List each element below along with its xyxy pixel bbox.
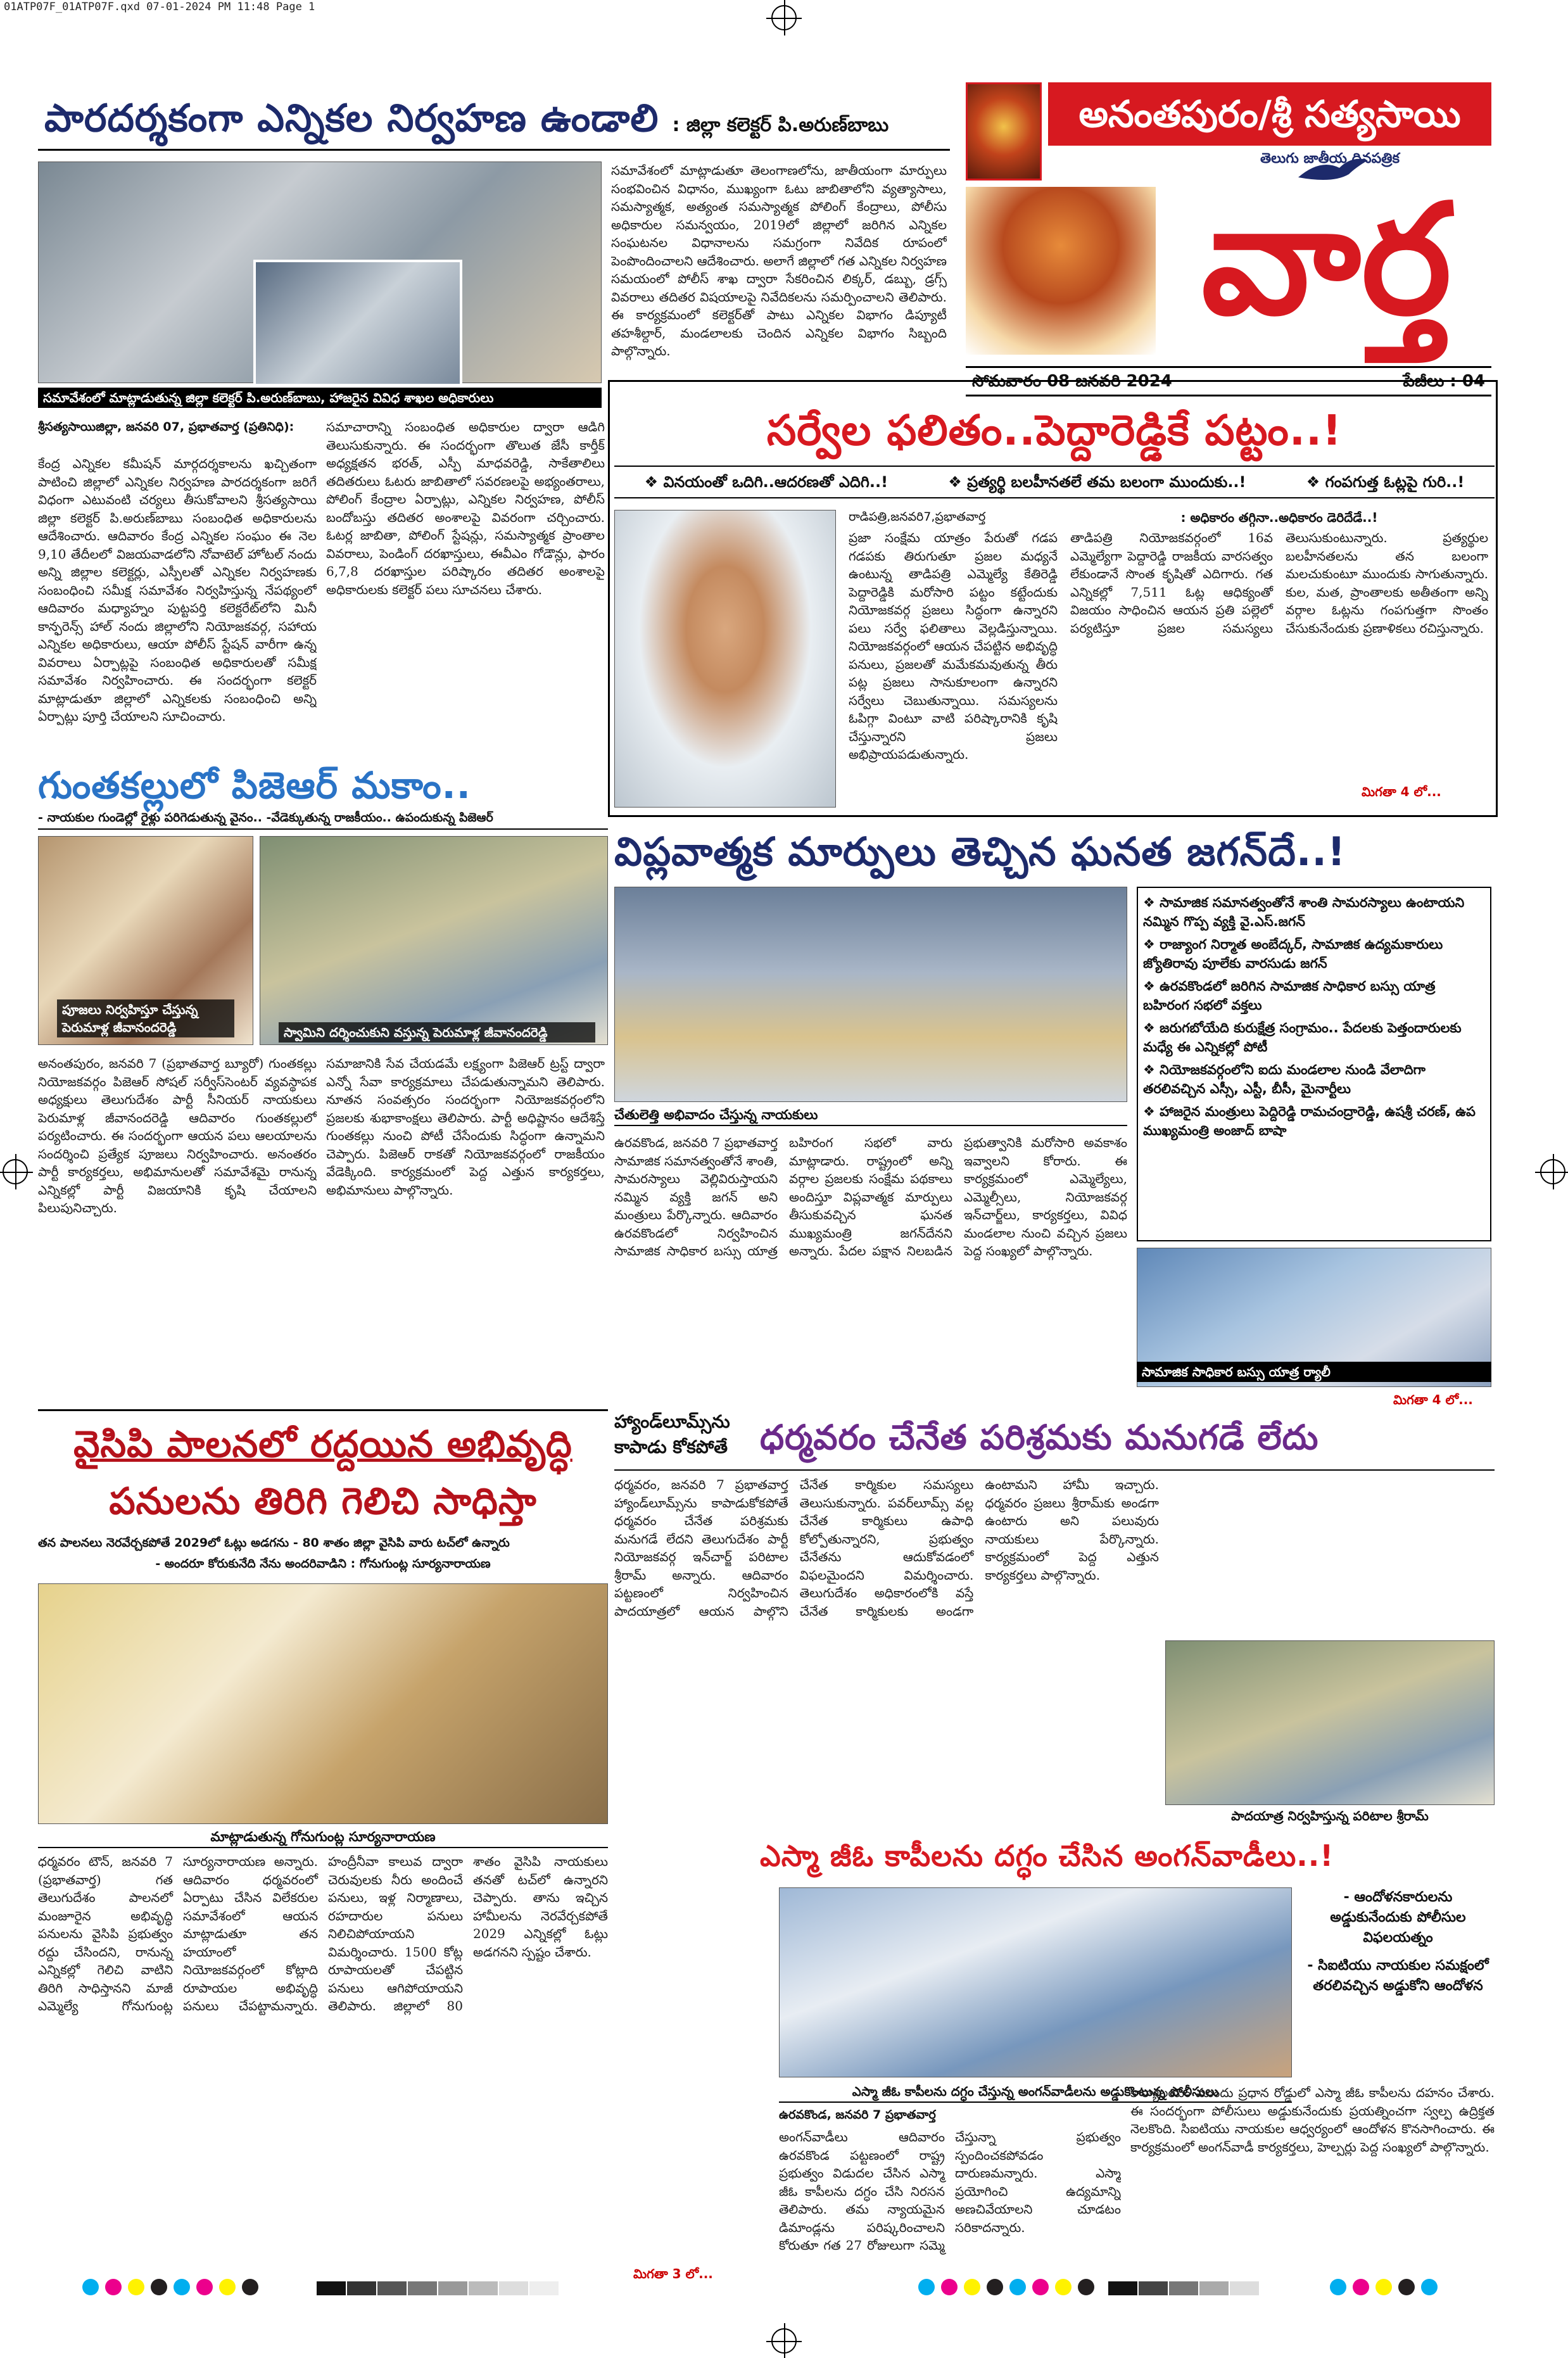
story2-kicker-right: : అధికారం తగ్గినా..అధికారం డెరిదేడే..! [1180, 510, 1378, 525]
story5-body: ధర్మవరం టౌన్, జనవరి 7 (ప్రభాతవార్త) గత తెలుగుదేశం పాలనలో మంజూరైన అభివృద్ధి పనులను వైసిపి ప్రభుత్వం రద్దు చేసిందని, రానున్న ఎన్నికల్లో గెలిచి వాటిని తిరిగి సాధిస్తానని మాజీ ఎమ్మెల్యే గోనుగుంట్ల సూర్యనారాయణ అన్నారు. ఆదివారం ధర్మవరంలో ఏర్పాటు చేసిన విలేకరుల సమావేశంలో ఆయన మాట్లాడుతూ తన హయాంలో నియోజకవర్గంలో కోట్లాది రూపాయల అభివృద్ధి పనులు చేపట్టామన్నారు. హంద్రీనీవా కాలువ ద్వారా చెరువులకు నీరు అందించే పనులు, ఇళ్ల నిర్మాణాలు, రహదారుల పనులు నిలిచిపోయాయని విమర్శించారు. 1500 కోట్ల రూపాయలతో చేపట్టిన పనులు ఆగిపోయాయని తెలిపారు. జిల్లాలో 80 శాతం వైసిపి నాయకులు తనతో టచ్‌లో ఉన్నారని చెప్పారు. తాను ఇచ్చిన హామీలను నెరవేర్చకపోతే 2029 ఎన్నికల్లో ఓట్లు అడగనని స్పష్టం చేశారు. [38, 1854, 608, 2013]
process-color-swatch [1330, 2279, 1346, 2295]
process-color-swatch [987, 2279, 1003, 2295]
story4-bullet: ❖ నియోజకవర్గంలోని ఐదు మండలాల నుండి వేలాదిగా తరలివచ్చిన ఎస్సీ, ఎస్టీ, బీసీ, మైనార్టీలు [1143, 1062, 1426, 1096]
process-color-swatch [196, 2279, 213, 2295]
divider [38, 149, 950, 151]
masthead-pages: పేజీలు : 04 [1403, 372, 1485, 391]
process-color-swatch [1375, 2279, 1392, 2295]
deity-photo [966, 82, 1042, 181]
story7-bullets [1301, 1887, 1495, 2077]
registration-mark-top [771, 5, 797, 30]
story4-bullet: ❖ రాజ్యాంగ నిర్మాత అంబేద్కర్, సామాజిక ఉద్యమకారులు జ్యోతిరావు పూలేకు వారసుడు జగన్ [1143, 937, 1443, 971]
process-color-swatch [1078, 2279, 1094, 2295]
story4-caption-left: చేతులెత్తి అభివాదం చేస్తున్న నాయకులు [614, 1107, 1127, 1126]
story7-bullet: - సిఐటియు నాయకుల సమక్షంలో తరలివచ్చిన అడ్డుకోని ఆందోళన [1307, 1958, 1489, 1994]
masthead-edition: అనంతపురం/శ్రీ సత్యసాయి [1048, 82, 1491, 146]
process-color-swatch [82, 2279, 99, 2295]
story2-subhead: ❖ వినయంతో ఒదిగి..ఆదరణతో ఎదిగి..! [644, 473, 888, 491]
story3-body-a: అనంతపురం, జనవరి 7 (ప్రభాతవార్త బ్యూరో) గుంతకల్లు నియోజకవర్గం పిజెఆర్ సోషల్ సర్వీస్‌సెంటర్ వ్యవస్థాపక అధ్యక్షులు తెలుగుదేశం పార్టీ సీనియర్ నాయకులు పెరుమాళ్ల జీవానందరెడ్డి ఆదివారం గుంతకల్లులో పర్యటించారు. ఈ సందర్భంగా ఆయన పలు ఆలయాలను సందర్శించి ప్రత్యేక పూజలు నిర్వహించారు. అనంతరం పార్టీ కార్యకర్తలు, అభిమానులతో సమావేశమై రానున్న ఎన్నికల్లో పార్టీ విజయానికి కృషి చేయాలని పిలుపునిచ్చారు. [38, 1056, 317, 1215]
story7-headline-row [760, 1830, 1495, 1881]
story7-bullet: - ఆందోళనకారులను అడ్డుకునేందుకు పోలీసుల విఫలయత్నం [1330, 1889, 1466, 1946]
story1-dateline: శ్రీసత్యసాయిజిల్లా, జనవరి 07, ప్రభాతవార్త (ప్రతినిధి): [38, 420, 294, 434]
story6-kicker [614, 1409, 754, 1466]
story7-body-a: అంగన్‌వాడీలు ఆదివారం ఉరవకొండ పట్టణంలో రాష్ట్ర ప్రభుత్వం విడుదల చేసిన ఎస్మా జీఓ కాపీలను దగ్ధం చేసి నిరసన తెలిపారు. తమ న్యాయమైన డిమాండ్లను పరిష్కరించాలని కోరుతూ గత 27 రోజులుగా సమ్మె చేస్తున్నా ప్రభుత్వం స్పందించకపోవడం దారుణమన్నారు. ఎస్మా ప్రయోగించి ఉద్యమాన్ని అణచివేయాలని చూడటం సరికాదన్నారు. [779, 2129, 1121, 2253]
story5-headline-row-2 [38, 1473, 608, 1530]
story4-bullet: ❖ జరుగబోయేది కురుక్షేత్ర సంగ్రామం.. పేదలకు పెత్తందారులకు మధ్యే ఈ ఎన్నికల్లో పోటీ [1143, 1020, 1462, 1055]
print-slug: 01ATP07F_01ATP07F.qxd 07-01-2024 PM 11:48 Page 1 [4, 1, 315, 13]
story2-body-b: తాడిపత్రి నియోజకవర్గంలో 16వ ఎమ్మెల్యేగా పెద్దారెడ్డి రాజకీయ వారసత్వం లేకుండానే సొంత కృషితో ఎదిగారు. గత ఎన్నికల్లో 7,511 ఓట్ల ఆధిక్యంతో విజయం సాధించిన ఆయన ప్రతి పల్లెలో పర్యటిస్తూ ప్రజల సమస్యలు తెలుసుకుంటున్నారు. ప్రత్యర్థుల బలహీనతలను తన బలంగా మలచుకుంటూ ముందుకు సాగుతున్నారు. కుల, మత, ప్రాంతాలకు అతీతంగా అన్ని వర్గాల ఓట్లను గంపగుత్తగా సొంతం చేసుకునేందుకు ప్రణాళికలు రచిస్తున్నారు. [1070, 530, 1488, 636]
story2-continued: మిగతా 4 లో... [1362, 784, 1441, 799]
story4-bullet: ❖ హాజరైన మంత్రులు పెద్దిరెడ్డి రామచంద్రారెడ్డి, ఉషశ్రీ చరణ్, ఉప ముఖ్యమంత్రి అంజాద్ బాషా [1143, 1104, 1476, 1138]
divider [38, 1409, 608, 1411]
story7-body-b: కార్యాలయం ముందు ప్రధాన రోడ్డులో ఎస్మా జీఓ కాపీలను దహనం చేశారు. ఈ సందర్భంగా పోలీసులు అడ్డుకునేందుకు ప్రయత్నించగా స్వల్ప ఉద్రిక్తత నెలకొంది. సిఐటియు నాయకుల ఆధ్వర్యంలో ఆందోళన కొనసాగించారు. ఈ కార్యక్రమంలో అంగన్‌వాడీ కార్యకర్తలు, హెల్పర్లు పెద్ద సంఖ్యలో పాల్గొన్నారు. [1130, 2085, 1495, 2155]
story4-bullet: ❖ ఉరవకొండలో జరిగిన సామాజిక సాధికార బస్సు యాత్ర బహిరంగ సభలో వక్తలు [1143, 979, 1436, 1013]
story5-headline-2: పనులను తిరిగి గెలిచి సాధిస్తా [109, 1480, 537, 1523]
print-gray-bar-left [317, 2281, 646, 2297]
process-color-swatch [151, 2279, 167, 2295]
print-color-bar-left [82, 2279, 336, 2298]
print-gray-bar-right [1108, 2281, 1349, 2297]
process-color-swatch [1032, 2279, 1049, 2295]
story3-caption-left: పూజలు నిర్వహిస్తూ చేస్తున్న పెరుమాళ్ల జీవానందరెడ్డి [57, 999, 234, 1037]
story2-body-a: ప్రజా సంక్షేమ యాత్రం పేరుతో గడప గడపకు తిరుగుతూ ప్రజల మధ్యనే ఉంటున్న తాడిపత్రి ఎమ్మెల్యే కేతిరెడ్డి పెద్దారెడ్డికి మరోసారి పట్టం కట్టేందుకు నియోజకవర్గ ప్రజలు సిద్ధంగా ఉన్నారని పలు సర్వే ఫలితాలు వెల్లడిస్తున్నాయి. నియోజకవర్గంలో ఆయన చేపట్టిన అభివృద్ధి పనులు, ప్రజలతో మమేకమవుతున్న తీరు పట్ల ప్రజలు సానుకూలంగా ఉన్నారని సర్వేలు చెబుతున్నాయి. సమస్యలను ఓపిగ్గా వింటూ వాటి పరిష్కారానికి కృషి చేస్తున్నారని ప్రజలు అభిప్రాయపడుతున్నారు. [849, 530, 1058, 762]
story1-kicker: : జిల్లా కలెక్టర్ పి.అరుణ్‌బాబు [672, 114, 889, 136]
story1-photo-inset [253, 260, 462, 386]
story5-headline-row-1 [38, 1416, 608, 1473]
masthead-name: వార్త [1201, 171, 1452, 348]
story2-subhead: ❖ గంపగుత్త ఓట్లపై గురి..! [1306, 473, 1465, 491]
process-color-swatch [219, 2279, 236, 2295]
process-color-swatch [174, 2279, 190, 2295]
story5-photo-press [38, 1583, 608, 1824]
story4-headline: విప్లవాత్మక మార్పులు తెచ్చిన ఘనత జగన్‌దే..! [614, 828, 1346, 875]
process-color-swatch [1421, 2279, 1438, 2295]
story3-body-b: సమాజానికి సేవ చేయడమే లక్ష్యంగా పిజెఆర్ ట్రస్ట్ ద్వారా ఎన్నో సేవా కార్యక్రమాలు చేపడుతున్నామని తెలిపారు. నూతన సంవత్సరం సందర్భంగా నియోజకవర్గంలోని ప్రజలకు శుభాకాంక్షలు తెలిపారు. పార్టీ అధిష్టానం ఆదేశిస్తే గుంతకల్లు నుంచి పోటీ చేసేందుకు సిద్ధంగా ఉన్నామని చెప్పారు. పిజెఆర్ రాకతో నియోజకవర్గంలో రాజకీయం వేడెక్కింది. కార్యక్రమంలో పెద్ద ఎత్తున కార్యకర్తలు, అభిమానులు పాల్గొన్నారు. [326, 1056, 605, 1198]
story3-caption-right: స్వామిని దర్శించుకుని వస్తున్న పెరుమాళ్ల జీవానందరెడ్డి [279, 1022, 595, 1043]
story5-headline-1: వైసిపి పాలనలో రద్దయిన అభివృద్ధి [73, 1423, 572, 1466]
story3-headline: గుంతకల్లులో పిజెఆర్ మకాం.. [38, 764, 471, 807]
story5-kicker-2: - అందరూ కోరుకునేది నేను అందరివాడిని : గోనుగుంట్ల సూర్యనారాయణ [155, 1557, 491, 1571]
story6-photo-padayatra [1165, 1640, 1495, 1805]
masthead [966, 82, 1491, 361]
story6-headline: ధర్మవరం చేనేత పరిశ్రమకు మనుగడే లేదు [760, 1417, 1319, 1457]
print-color-bar-right [1330, 2279, 1520, 2298]
story2-frame [608, 380, 1498, 817]
story7-caption: ఎస్మా జీఓ కాపీలను దగ్ధం చేస్తున్న అంగన్‌వాడీలను అడ్డుకొంటున్న పోలీసులు [779, 2084, 1292, 2103]
process-color-swatch [918, 2279, 935, 2295]
story4-bullet-box [1137, 887, 1491, 1241]
story6-body: ధర్మవరం, జనవరి 7 ప్రభాతవార్త హ్యాండ్‌లూమ్స్‌ను కాపాడుకోకపోతే ధర్మవరం చేనేత పరిశ్రమకు మనుగడే లేదని తెలుగుదేశం పార్టీ నియోజకవర్గ ఇన్‌చార్జ్ పరిటాల శ్రీరామ్ అన్నారు. ఆదివారం పట్టణంలో నిర్వహించిన పాదయాత్రలో ఆయన పాల్గొని చేనేత కార్మికుల సమస్యలు తెలుసుకున్నారు. పవర్‌లూమ్స్ వల్ల చేనేత కార్మికులు ఉపాధి కోల్పోతున్నారని, ప్రభుత్వం చేనేతను ఆదుకోవడంలో విఫలమైందని విమర్శించారు. తెలుగుదేశం అధికారంలోకి వస్తే చేనేత కార్మికులకు అండగా ఉంటామని హామీ ఇచ్చారు. ధర్మవరం ప్రజలు శ్రీరామ్‌కు అండగా ఉంటారు అని పలువురు నాయకులు పేర్కొన్నారు. కార్యక్రమంలో పెద్ద ఎత్తున కార్యకర్తలు పాల్గొన్నారు. [614, 1477, 1159, 1619]
story6-kicker-line: హ్యాండ్‌లూమ్స్‌ను [614, 1411, 730, 1432]
story3-photo-right [260, 836, 608, 1045]
story6-caption: పాదయాత్ర నిర్వహిస్తున్న పరిటాల శ్రీరామ్ [1231, 1808, 1429, 1823]
process-color-swatch [1353, 2279, 1369, 2295]
story7-dateline: ఉరవకొండ, జనవరి 7 ప్రభాతవార్త [779, 2108, 936, 2122]
story4-photo-stage [614, 887, 1127, 1102]
registration-mark-bottom [771, 2328, 797, 2354]
story1-caption: సమావేశంలో మాట్లాడుతున్న జిల్లా కలెక్టర్ పి.అరుణ్‌బాబు, హాజరైన వివిధ శాఖల అధికారులు [38, 388, 602, 408]
story4-continued: మిగతా 4 లో... [1393, 1392, 1473, 1407]
divider [614, 1469, 1495, 1471]
process-color-swatch [1398, 2279, 1415, 2295]
story1-body-a: కేంద్ర ఎన్నికల కమీషన్ మార్గదర్శకాలను ఖచ్చితంగా పాటించి జిల్లాలో ఎన్నికల నిర్వహణ పారదర్శకంగా జరిగే విధంగా ఎటువంటి చర్యలు తీసుకోవాలని శ్రీసత్యసాయి జిల్లా కలెక్టర్ పి.అరుణ్‌బాబు సంబంధిత అధికారులను ఆదేశించారు. ఆదివారం కేంద్ర ఎన్నికల సంఘం ఈ నెల 9,10 తేదీలలో విజయవాడలోని నోవాటెల్ హోటల్ నందు అన్ని జిల్లాల కలెక్టర్లు, ఎస్పీలతో ఎన్నికల నిర్వహణకు సంబంధించి సమీక్ష సమావేశం నిర్వహిస్తున్న నేపథ్యంలో ఆదివారం మధ్యాహ్నం పుట్టపర్తి కలెక్టరేట్‌లోని మినీ కాన్ఫరెన్స్ హాల్ నందు జిల్లాలోని నియోజకవర్గ, సహాయ ఎన్నికల అధికారులు, ఆయా పోలీస్ స్టేషన్ వారీగా ఉన్న వివరాలు ఏర్పాట్లపై సంబంధిత అధికారులతో సమీక్ష సమావేశం నిర్వహించారు. ఈ సందర్భంగా కలెక్టర్ మాట్లాడుతూ జిల్లాలో ఎన్నికలకు సంబంధించి అన్ని ఏర్పాట్లు పూర్తి చేయాలని సూచించారు. [38, 456, 317, 724]
story5-continued: మిగతా 3 లో... [633, 2266, 713, 2281]
registration-mark-right [1540, 1159, 1565, 1184]
registration-mark-left [3, 1159, 28, 1184]
story1-body-c: సమావేశంలో మాట్లాడుతూ తెలంగాణలోను, జాతీయంగా మార్పులు సంభవించిన విధానం, ముఖ్యంగా ఓటు జాబితాలోని వ్యత్యాసాలు, సమస్యాత్మక, అత్యంత సమస్యాత్మక పోలింగ్ కేంద్రాలు, పోలీసు అధికారుల సమన్వయం, 2019లో జిల్లాలో జరిగిన ఎన్నికల సంఘటనల విధానాలను సమగ్రంగా నివేదిక రూపంలో పెంపొందించాలని ఆదేశించారు. అలాగే జిల్లాలో గత ఎన్నికల నిర్వహణ సమయంలో పోలీస్ శాఖ ద్వారా సేకరించిన లిక్కర్, డబ్బు, డ్రగ్స్ వివరాలు తదితర విషయాలపై నివేదికలను సమర్పించాలని తెలిపారు. ఈ కార్యక్రమంలో కలెక్టర్‌తో పాటు ఎన్నికల విభాగం డిప్యూటీ తహశీల్దార్, మండలాలకు చెందిన ఎన్నికల విభాగం సిబ్బంది పాల్గొన్నారు. [611, 163, 947, 358]
story1-body-b: సమాచారాన్ని సంబంధిత అధికారుల ద్వారా ఆడిగి తెలుసుకున్నారు. ఈ సందర్భంగా తొలుత జేసీ కార్తీక్ అధ్యక్షతన భరత్, ఎస్పీ మాధవరెడ్డి, సాకేతాలిలు తదితరులు ఓటరు జాబితాలో సవరణలపై అభ్యంతరాలు, పోలింగ్ కేంద్రాల ఏర్పాట్లు, ఎన్నికల నిర్వహణ, పోలీస్ బందోబస్తు తదితర అంశాలపై వివరంగా చర్చించారు. ఓటర్ల జాబితా, పోలింగ్ స్టేషన్లు, సమస్యాత్మక ప్రాంతాల వివరాలు, పెండింగ్ దరఖాస్తులు, ఈవీఎం గోడౌన్లు, ఫారం 6,7,8 దరఖాస్తుల పరిష్కారం తదితర అంశాలపై అధికారులకు కలెక్టర్ పలు సూచనలు చేశారు. [326, 419, 605, 597]
story4-bullet: ❖ సామాజిక సమానత్వంతోనే శాంతి సామరస్యాలు ఉంటాయని నమ్మిన గొప్ప వ్యక్తి వై.ఎస్.జగన్ [1143, 895, 1465, 929]
story2-headline: సర్వేల ఫలితం..పెద్దారెడ్డికే పట్టం..! [766, 406, 1343, 455]
story4-headline-row [614, 823, 1495, 880]
process-color-swatch [941, 2279, 958, 2295]
story1-headline: పారదర్శకంగా ఎన్నికల నిర్వహణ ఉండాలి [44, 96, 659, 141]
story7-photo-protest [779, 1887, 1292, 2077]
story1-headline-row [44, 95, 918, 143]
story2-dateline: రాడిపత్రి,జనవరి7,ప్రభాతవార్త [849, 510, 986, 524]
process-color-swatch [1055, 2279, 1072, 2295]
story7-headline: ఎస్మా జీఓ కాపీలను దగ్ధం చేసిన అంగన్‌వాడీలు..! [760, 1839, 1334, 1873]
story5-caption: మాట్లాడుతున్న గోనుగుంట్ల సూర్యనారాయణ [38, 1829, 608, 1848]
process-color-swatch [128, 2279, 144, 2295]
story3-headline-row [38, 763, 608, 808]
story3-kicker: - నాయకుల గుండెల్లో రైళ్లు పరిగెడుతున్న వైనం.. -వేడెక్కుతున్న రాజకీయం.. ఉపందుకున్న పిజెఆర్ [38, 811, 608, 830]
story4-caption-right: సామాజిక సాధికార బస్సు యాత్ర ర్యాలీ [1137, 1362, 1491, 1382]
process-color-swatch [242, 2279, 258, 2295]
masthead-tagline: తెలుగు జాతీయ దినపత్రిక [1260, 151, 1400, 167]
story2-subhead: ❖ ప్రత్యర్థి బలహీనతలే తమ బలంగా ముందుకు..! [948, 473, 1246, 491]
process-color-swatch [105, 2279, 122, 2295]
process-color-swatch [1009, 2279, 1026, 2295]
story6-kicker-line: కాపాడు కోకపోతే [614, 1436, 728, 1457]
story6-headline-row [760, 1409, 1495, 1466]
story5-kicker-1: తన పాలనలు నెరవేర్చకపోతే 2029లో ఓట్లు అడగను - 80 శాతం జిల్లా వైసిపి వారు టచ్‌లో ఉన్నారు [38, 1536, 510, 1550]
masthead-date: సోమవారం 08 జనవరి 2024 [972, 372, 1172, 391]
sathya-sai-photo [966, 187, 1156, 355]
story4-body: ఉరవకొండ, జనవరి 7 ప్రభాతవార్త సామాజిక సమానత్వంతోనే శాంతి, సామరస్యాలు వెల్లివిరుస్తాయని నమ్మిన వ్యక్తి జగన్ అని మంత్రులు పేర్కొన్నారు. ఆదివారం ఉరవకొండలో నిర్వహించిన సామాజిక సాధికార బస్సు యాత్ర బహిరంగ సభలో వారు మాట్లాడారు. రాష్ట్రంలో అన్ని వర్గాల ప్రజలకు సంక్షేమ పథకాలు అందిస్తూ విప్లవాత్మక మార్పులు తీసుకువచ్చిన ఘనత ముఖ్యమంత్రి జగన్‌దేనని అన్నారు. పేదల పక్షాన నిలబడిన ప్రభుత్వానికి మరోసారి అవకాశం ఇవ్వాలని కోరారు. ఈ కార్యక్రమంలో ఎమ్మెల్యేలు, ఎమ్మెల్సీలు, నియోజకవర్గ ఇన్‌చార్జ్‌లు, కార్యకర్తలు, వివిధ మండలాల నుంచి వచ్చిన ప్రజలు పెద్ద సంఖ్యలో పాల్గొన్నారు. [614, 1135, 1127, 1258]
process-color-swatch [964, 2279, 980, 2295]
